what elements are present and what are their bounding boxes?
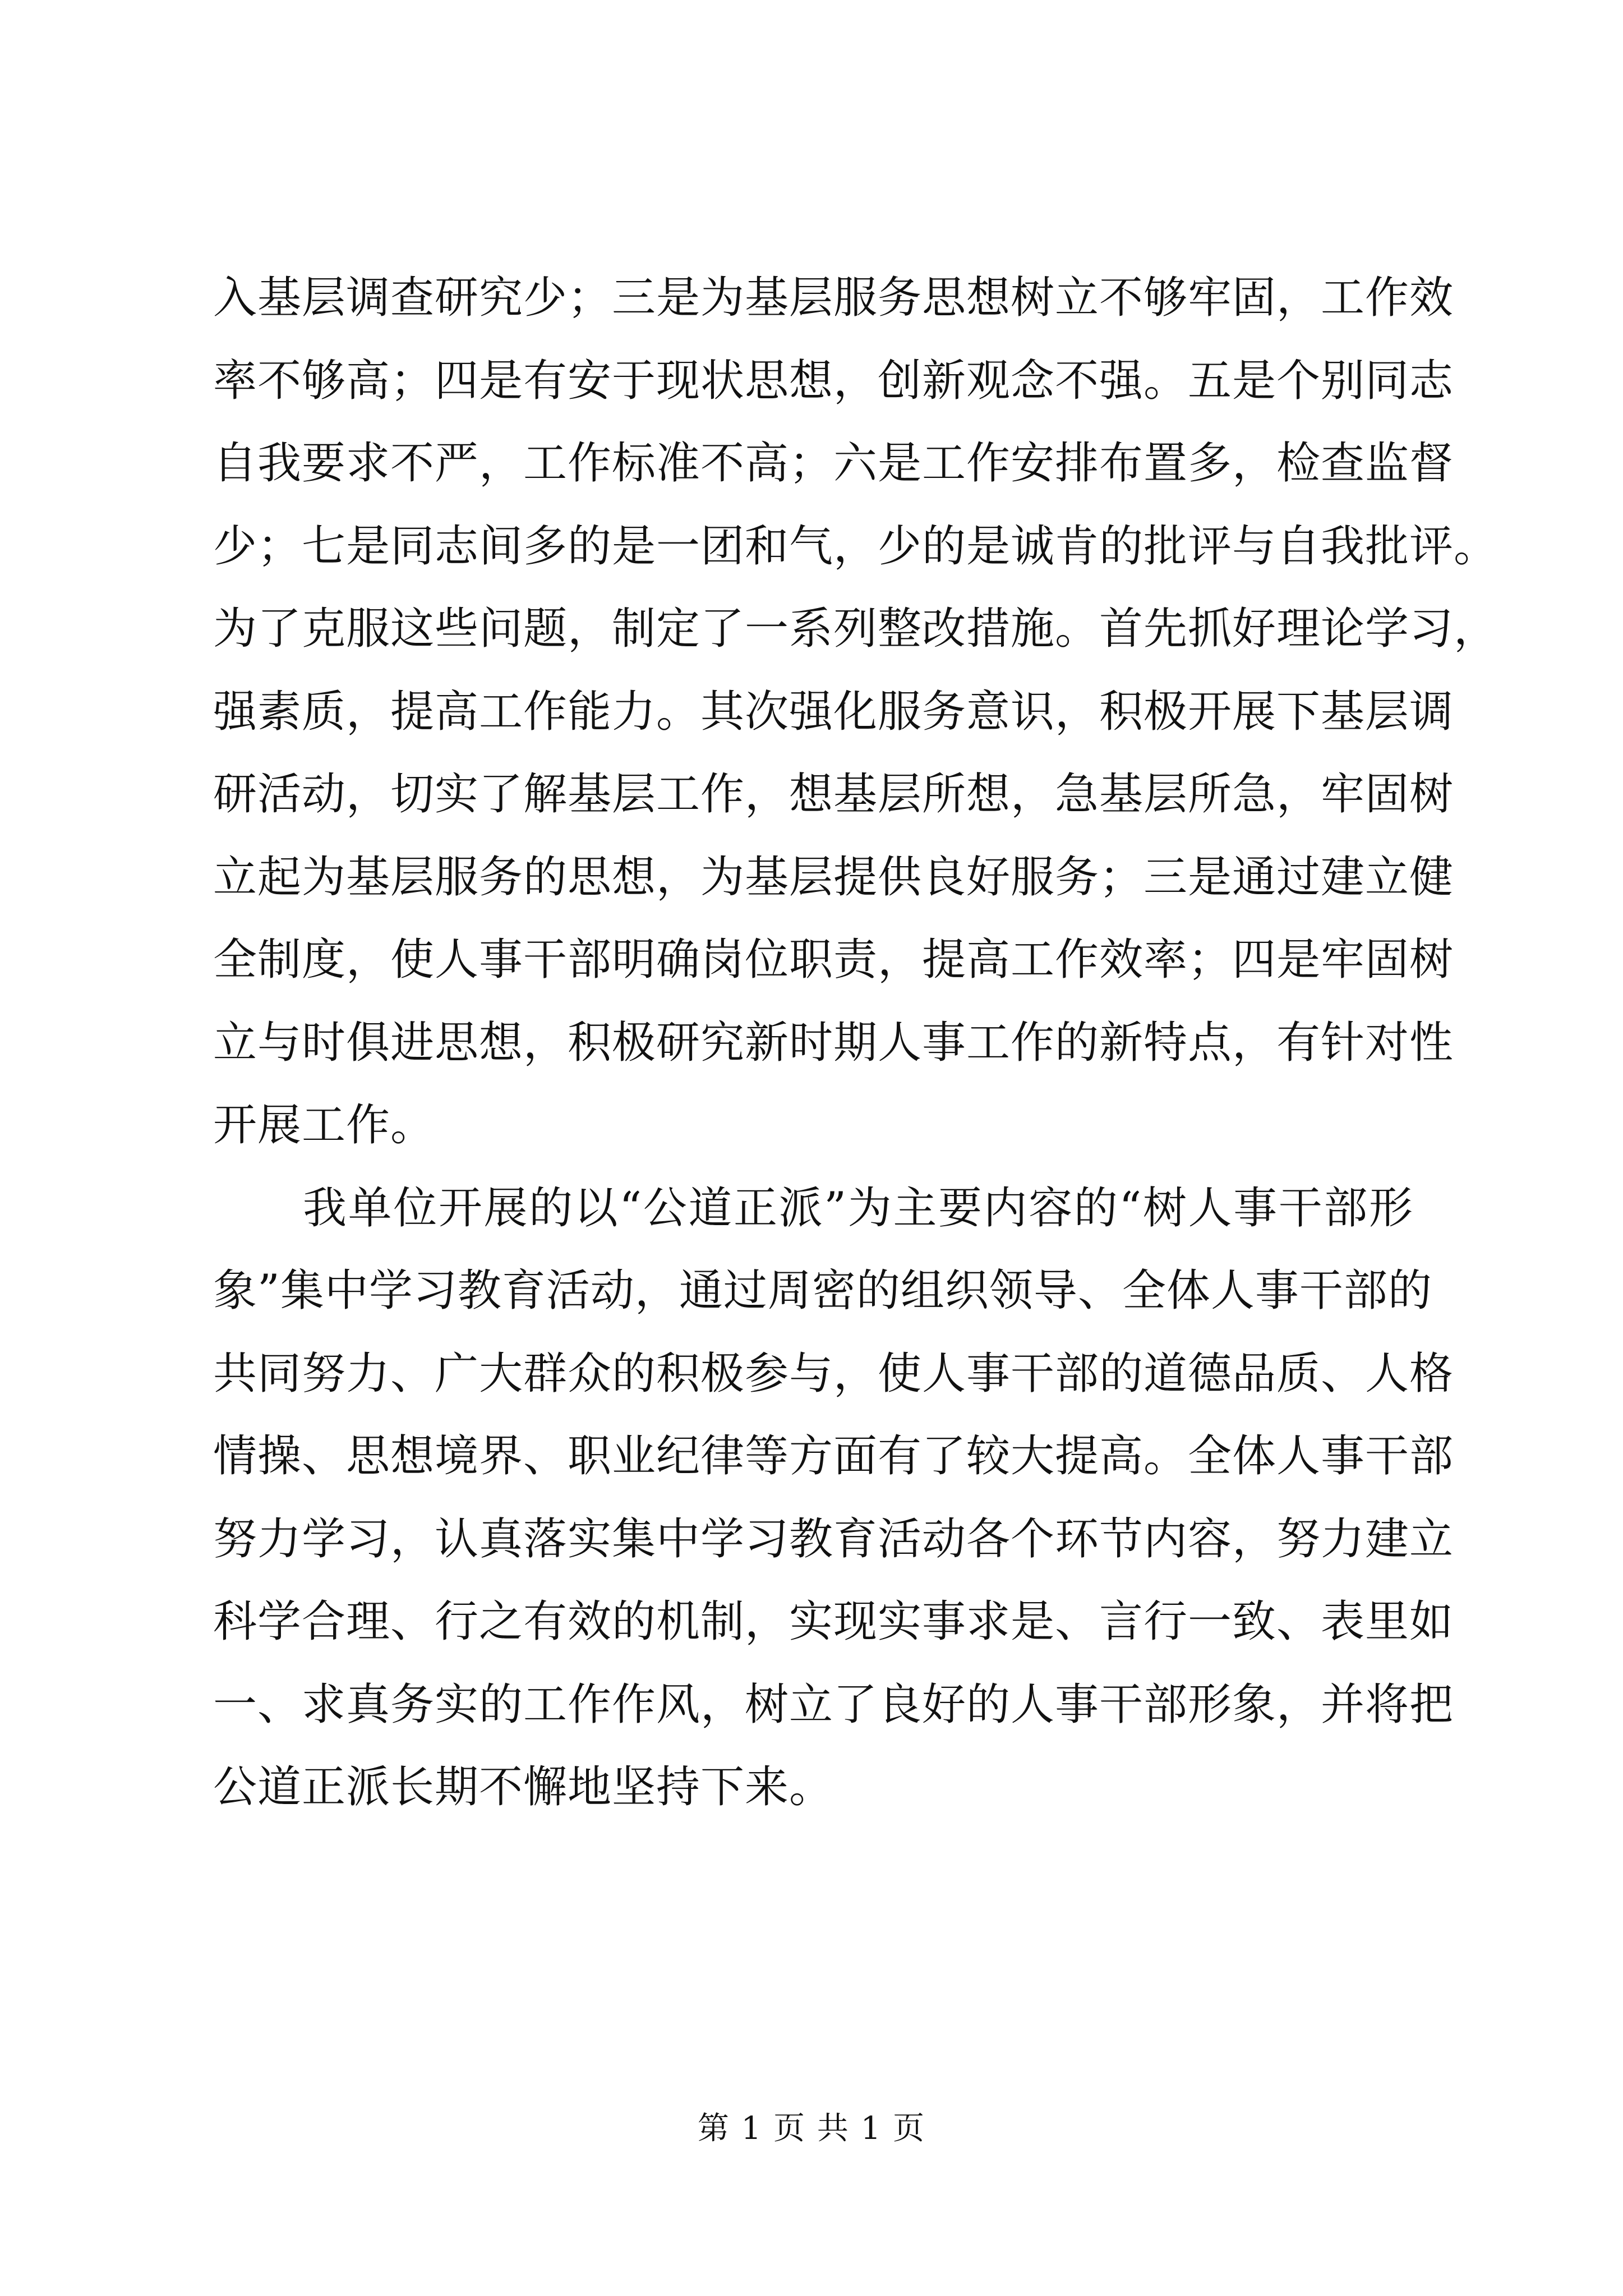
- text-line: 立起为基层服务的思想，为基层提供良好服务；三是通过建立健: [213, 852, 1454, 903]
- text-line: 全制度，使人事干部明确岗位职责，提高工作效率；四是牢固树: [213, 935, 1454, 985]
- text-line: 自我要求不严，工作标准不高；六是工作安排布置多，检查监督: [213, 438, 1454, 489]
- text-line: 立与时俱进思想，积极研究新时期人事工作的新特点，有针对性: [213, 1017, 1454, 1068]
- text-line: 率不够高；四是有安于现状思想，创新观念不强。五是个别同志: [213, 355, 1454, 406]
- text-line: 开展工作。: [213, 1100, 435, 1151]
- text-line: 我单位开展的以“公道正派”为主要内容的“树人事干部形: [303, 1182, 1413, 1234]
- text-line: 共同努力、广大群众的积极参与，使人事干部的道德品质、人格: [213, 1348, 1454, 1399]
- text-line: 公道正派长期不懈地坚持下来。: [213, 1762, 834, 1812]
- paragraph-2: [213, 1167, 1454, 1829]
- text-line: 少；七是同志间多的是一团和气，少的是诚肯的批评与自我批评。: [213, 521, 1498, 572]
- text-line: 努力学习，认真落实集中学习教育活动各个环节内容，努力建立: [213, 1513, 1454, 1565]
- document-body: [213, 257, 1498, 1829]
- text-line: 强素质，提高工作能力。其次强化服务意识，积极开展下基层调: [213, 686, 1454, 737]
- text-line: 研活动，切实了解基层工作，想基层所想，急基层所急，牢固树: [213, 769, 1454, 820]
- paragraph-1: [213, 257, 1498, 1167]
- text-line: 象”集中学习教育活动，通过周密的组织领导、全体人事干部的: [213, 1266, 1432, 1316]
- text-line: 为了克服这些问题，制定了一系列整改措施。首先抓好理论学习，: [213, 604, 1498, 654]
- page-number-footer: 第 1 页 共 1 页: [697, 2110, 926, 2147]
- text-line: 科学合理、行之有效的机制，实现实事求是、言行一致、表里如: [213, 1596, 1454, 1647]
- text-line: 入基层调查研究少；三是为基层服务思想树立不够牢固，工作效: [213, 273, 1454, 323]
- text-line: 一、求真务实的工作作风，树立了良好的人事干部形象，并将把: [213, 1679, 1454, 1730]
- text-line: 情操、思想境界、职业纪律等方面有了较大提高。全体人事干部: [213, 1431, 1454, 1481]
